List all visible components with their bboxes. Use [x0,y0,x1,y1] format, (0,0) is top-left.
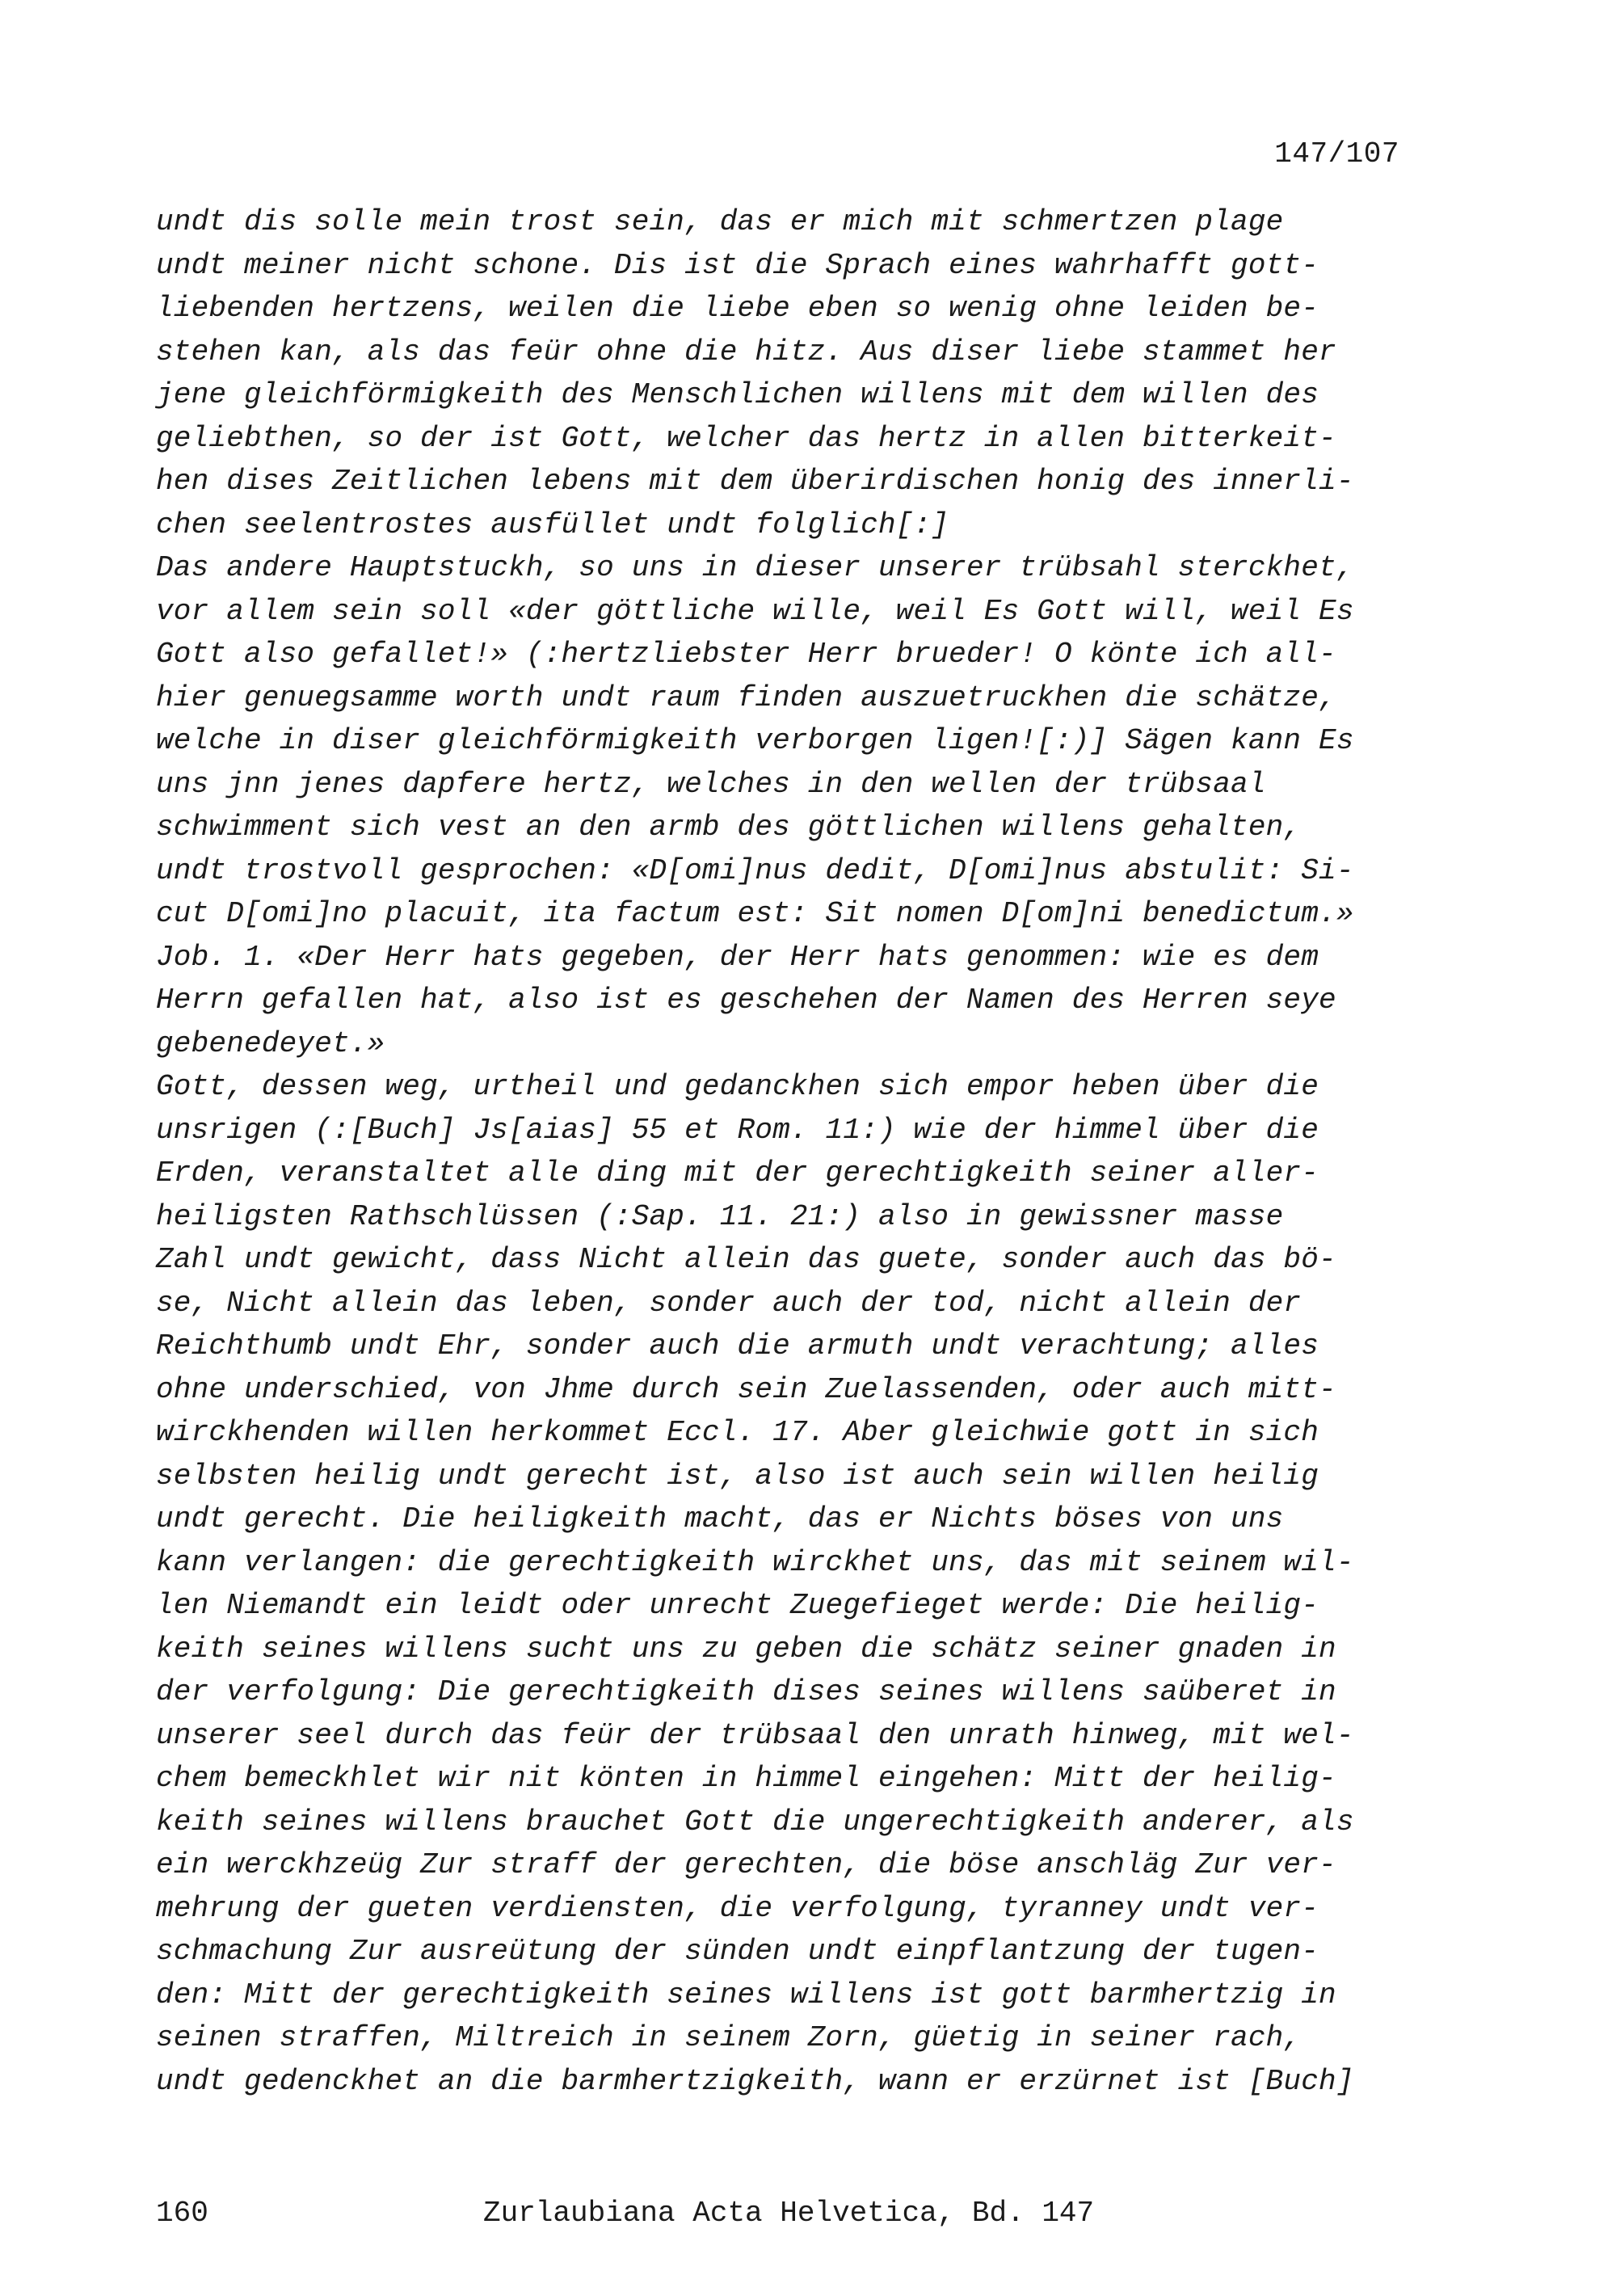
text-line: se, Nicht allein das leben, sonder auch der tod, nicht allein der [156,1286,1302,1320]
page-reference: 147/107 [1274,137,1399,171]
text-line: Reichthumb undt Ehr, sonder auch die armuth undt verachtung; alles [156,1329,1319,1363]
text-line: len Niemandt ein leidt oder unrecht Zuegefieget werde: Die heilig- [156,1589,1319,1622]
text-line: uns jnn jenes dapfere hertz, welches in den wellen der trübsaal [156,767,1266,801]
text-line: mehrung der gueten verdiensten, die verfolgung, tyranney undt ver- [156,1891,1319,1925]
body-text [156,200,1416,2103]
text-line: chem bemeckhlet wir nit könten in himmel eingehen: Mitt der heilig- [156,1762,1336,1795]
text-line: ohne underschied, von Jhme durch sein Zuelassenden, oder auch mitt- [156,1372,1336,1406]
text-line: undt dis solle mein trost sein, das er mich mit schmertzen plage [156,205,1284,238]
text-line: undt gerecht. Die heiligkeith macht, das er Nichts böses von uns [156,1502,1284,1536]
text-line: hier genuegsamme worth undt raum finden auszuetruckhen die schätze, [156,680,1336,714]
text-line: Zahl undt gewicht, dass Nicht allein das guete, sonder auch das bö- [156,1243,1336,1276]
text-line: ein werckhzeüg Zur straff der gerechten, die böse anschläg Zur ver- [156,1848,1336,1881]
text-line: jene gleichförmigkeith des Menschlichen willens mit dem willen des [156,378,1319,411]
text-line: cut D[omi]no placuit, ita factum est: Sit nomen D[om]ni benedictum.» [156,897,1354,930]
text-line: heiligsten Rathschlüssen (:Sap. 11. 21:) also in gewissner masse [156,1199,1284,1233]
text-line: schwimment sich vest an den armb des göttlichen willens gehalten, [156,811,1302,844]
text-line: seinen straffen, Miltreich in seinem Zorn, güetig in seiner rach, [156,2021,1302,2054]
text-line: unsrigen (:[Buch] Js[aias] 55 et Rom. 11:) wie der himmel über die [156,1113,1319,1147]
text-line: liebenden hertzens, weilen die liebe eben so wenig ohne leiden be- [156,292,1319,325]
text-line: selbsten heilig undt gerecht ist, also ist auch sein willen heilig [156,1459,1319,1493]
text-line: undt gedenckhet an die barmhertzigkeith, wann er erzürnet ist [Buch] [156,2064,1354,2098]
text-line: schmachung Zur ausreütung der sünden undt einpflantzung der tugen- [156,1935,1319,1968]
text-line: unserer seel durch das feür der trübsaal den unrath hinweg, mit wel- [156,1718,1354,1752]
text-line: der verfolgung: Die gerechtigkeith dises seines willens saüberet in [156,1675,1336,1708]
text-line: den: Mitt der gerechtigkeith seines willens ist gott barmhertzig in [156,1978,1336,2012]
footer-page-number: 160 [156,2197,208,2230]
text-line: stehen kan, als das feür ohne die hitz. Aus diser liebe stammet her [156,335,1336,369]
text-line: Job. 1. «Der Herr hats gegeben, der Herr hats genommen: wie es dem [156,940,1319,974]
text-line: keith seines willens sucht uns zu geben die schätz seiner gnaden in [156,1632,1336,1666]
text-line: kann verlangen: die gerechtigkeith wirckhet uns, das mit seinem wil- [156,1545,1354,1579]
text-line: Gott also gefallet!» (:hertzliebster Herr brueder! O könte ich all- [156,638,1336,671]
text-line: keith seines willens brauchet Gott die ungerechtigkeith anderer, als [156,1805,1354,1839]
text-line: undt meiner nicht schone. Dis ist die Sprach eines wahrhafft gott- [156,248,1319,282]
text-line: chen seelentrostes ausfüllet undt folglich[:] [156,508,949,541]
text-line: hen dises Zeitlichen lebens mit dem überirdischen honig des innerli- [156,465,1354,498]
text-line: wirckhenden willen herkommet Eccl. 17. Aber gleichwie gott in sich [156,1416,1319,1449]
text-line: undt trostvoll gesprochen: «D[omi]nus dedit, D[omi]nus abstulit: Si- [156,853,1354,887]
footer [156,2197,1095,2296]
text-line: gebenedeyet.» [156,1026,385,1060]
footer-publication-title: Zurlaubiana Acta Helvetica, Bd. 147 [483,2197,1095,2230]
text-line: Das andere Hauptstuckh, so uns in dieser unserer trübsahl sterckhet, [156,551,1354,584]
text-line: geliebthen, so der ist Gott, welcher das hertz in allen bitterkeit- [156,421,1336,455]
text-line: vor allem sein soll «der göttliche wille, weil Es Gott will, weil Es [156,594,1354,628]
text-line: welche in diser gleichförmigkeith verborgen ligen![:)] Sägen kann Es [156,724,1354,757]
text-line: Erden, veranstaltet alle ding mit der gerechtigkeith seiner aller- [156,1156,1319,1190]
text-line: Gott, dessen weg, urtheil und gedanckhen sich empor heben über die [156,1070,1319,1103]
text-line: Herrn gefallen hat, also ist es geschehen der Namen des Herren seye [156,984,1336,1017]
